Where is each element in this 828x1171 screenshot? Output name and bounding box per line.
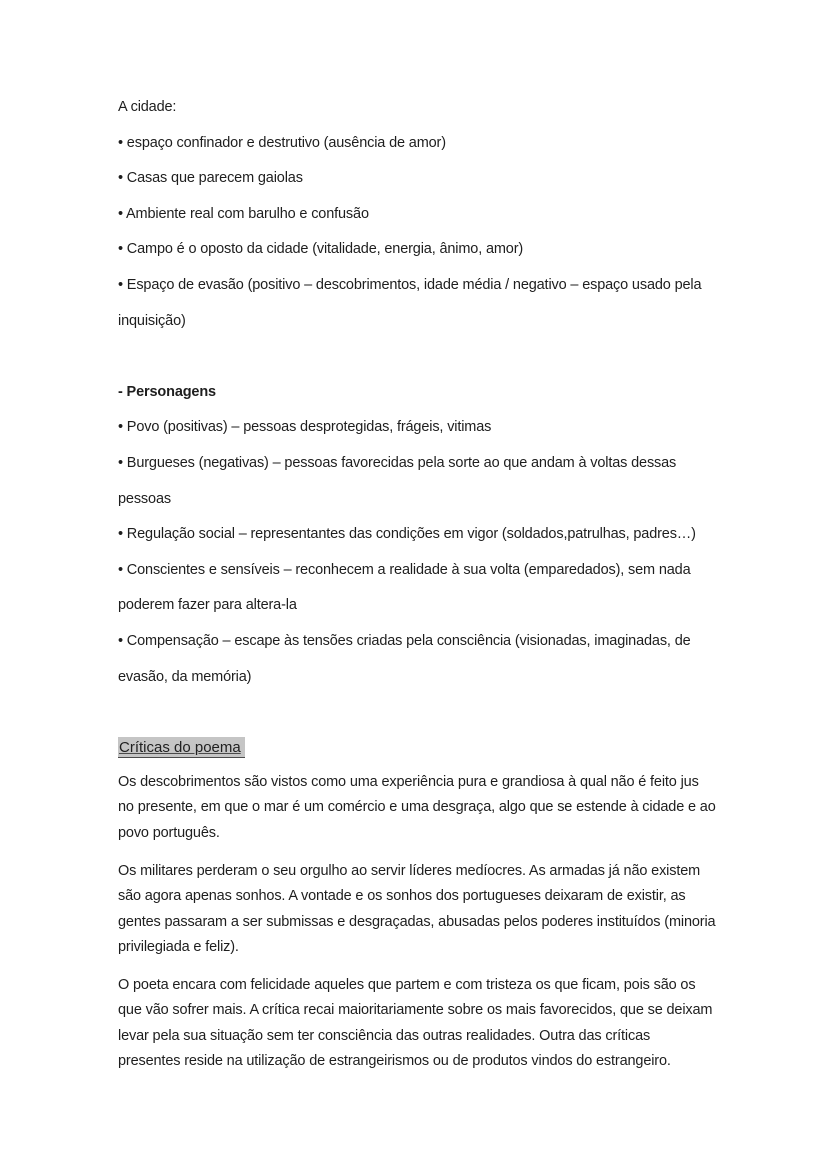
bullet-line-cidade-0: • espaço confinador e destrutivo (ausência de amor) xyxy=(118,134,446,151)
document-content xyxy=(118,90,716,1087)
bullet-line-cidade-5: inquisição) xyxy=(118,312,186,329)
bullet-line-personagens-4: • Conscientes e sensíveis – reconhecem a realidade à sua volta (emparedados), sem nada xyxy=(118,561,691,578)
bullet-line-cidade-4: • Espaço de evasão (positivo – descobrimentos, idade média / negativo – espaço usado pela xyxy=(118,276,702,293)
bullet-line-personagens-5: poderem fazer para altera-la xyxy=(118,597,297,614)
bullet-line-cidade-1: • Casas que parecem gaiolas xyxy=(118,170,303,187)
bullet-line-personagens-0: • Povo (positivas) – pessoas desprotegidas, frágeis, vitimas xyxy=(118,419,492,436)
section-heading-cidade: A cidade: xyxy=(118,99,177,115)
paragraph-criticas-1: Os militares perderam o seu orgulho ao servir líderes medíocres. As armadas já não existem são agora apenas sonhos. A vontade e os sonhos dos portugueses deixaram de existir, as gentes passaram a ser submissas e desgraçadas, abusadas pelos poderes instituídos (minoria privilegiada e feliz). xyxy=(118,862,716,955)
bullet-line-cidade-3: • Campo é o oposto da cidade (vitalidade, energia, ânimo, amor) xyxy=(118,241,524,258)
paragraph-criticas-0: Os descobrimentos são vistos como uma experiência pura e grandiosa à qual não é feito jus no presente, em que o mar é um comércio e uma desgraça, algo que se estende à cidade e ao povo português. xyxy=(118,774,716,841)
bullet-line-personagens-1: • Burgueses (negativas) – pessoas favorecidas pela sorte ao que andam à voltas dessas xyxy=(118,454,677,471)
bullet-line-personagens-6: • Compensação – escape às tensões criadas pela consciência (visionadas, imaginadas, de xyxy=(118,632,691,649)
section-heading-personagens: - Personagens xyxy=(118,383,216,400)
bullet-line-personagens-2: pessoas xyxy=(118,490,171,507)
bullet-line-personagens-7: evasão, da memória) xyxy=(118,668,252,685)
bullet-line-cidade-2: • Ambiente real com barulho e confusão xyxy=(118,205,369,222)
paragraph-criticas-2: O poeta encara com felicidade aqueles que partem e com tristeza os que ficam, pois são os que vão sofrer mais. A crítica recai maioritariamente sobre os mais favorecidos, que se deixam levar pela sua situação sem ter consciência das outras realidades. Outra das críticas presentes reside na utilização de estrangeirismos ou de produtos vindos do estrangeiro. xyxy=(118,977,713,1070)
section-heading-criticas-wrapper xyxy=(118,736,716,760)
section-heading-criticas: Críticas do poema xyxy=(118,737,245,758)
bullet-line-personagens-3: • Regulação social – representantes das condições em vigor (soldados,patrulhas, padres…) xyxy=(118,526,696,543)
